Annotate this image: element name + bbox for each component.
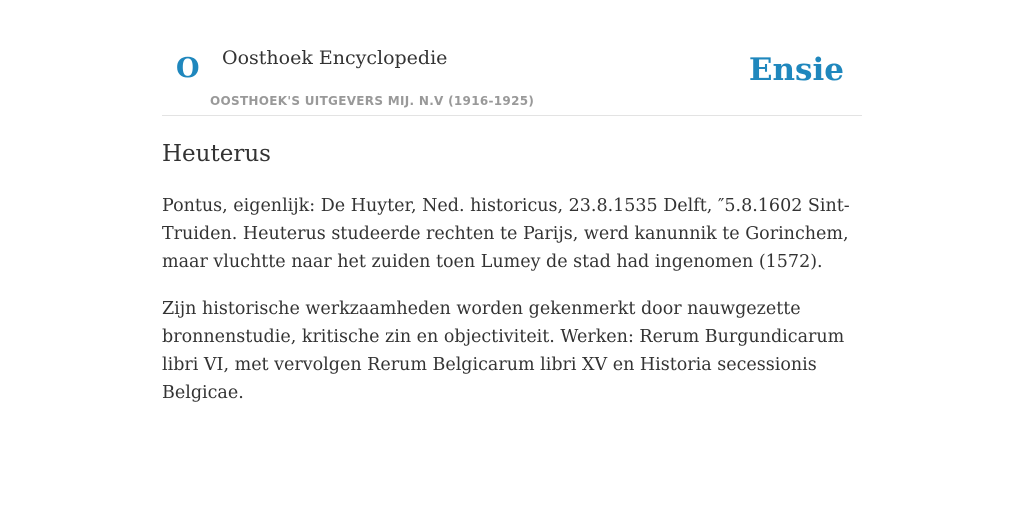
entry-paragraph: Pontus, eigenlijk: De Huyter, Ned. historicus, 23.8.1535 Delft, ″5.8.1602 Sint-Truiden. Heuterus studeerde rechten te Parijs, werd kanunnik te Gorinchem, maar vluchtte naar het zuiden toen Lumey de stad had ingenomen (1572).: [162, 196, 850, 272]
entry-body: [162, 192, 862, 426]
source-logo[interactable]: O: [176, 53, 200, 84]
source-subtitle: OOSTHOEK'S UITGEVERS MIJ. N.V (1916-1925): [210, 94, 535, 108]
source-title[interactable]: Oosthoek Encyclopedie: [222, 47, 448, 69]
brand-logo[interactable]: Ensie: [748, 52, 844, 88]
article-page: [162, 0, 862, 403]
source-header: [162, 0, 862, 116]
entry-paragraph: Zijn historische werkzaamheden worden gekenmerkt door nauwgezette bronnenstudie, kritische zin en objectiviteit. Werken: Rerum Burgundicarum libri VI, met vervolgen Rerum Belgicarum libri XV en Historia secessionis Belgicae.: [162, 299, 845, 403]
entry-title: Heuterus: [162, 141, 271, 167]
